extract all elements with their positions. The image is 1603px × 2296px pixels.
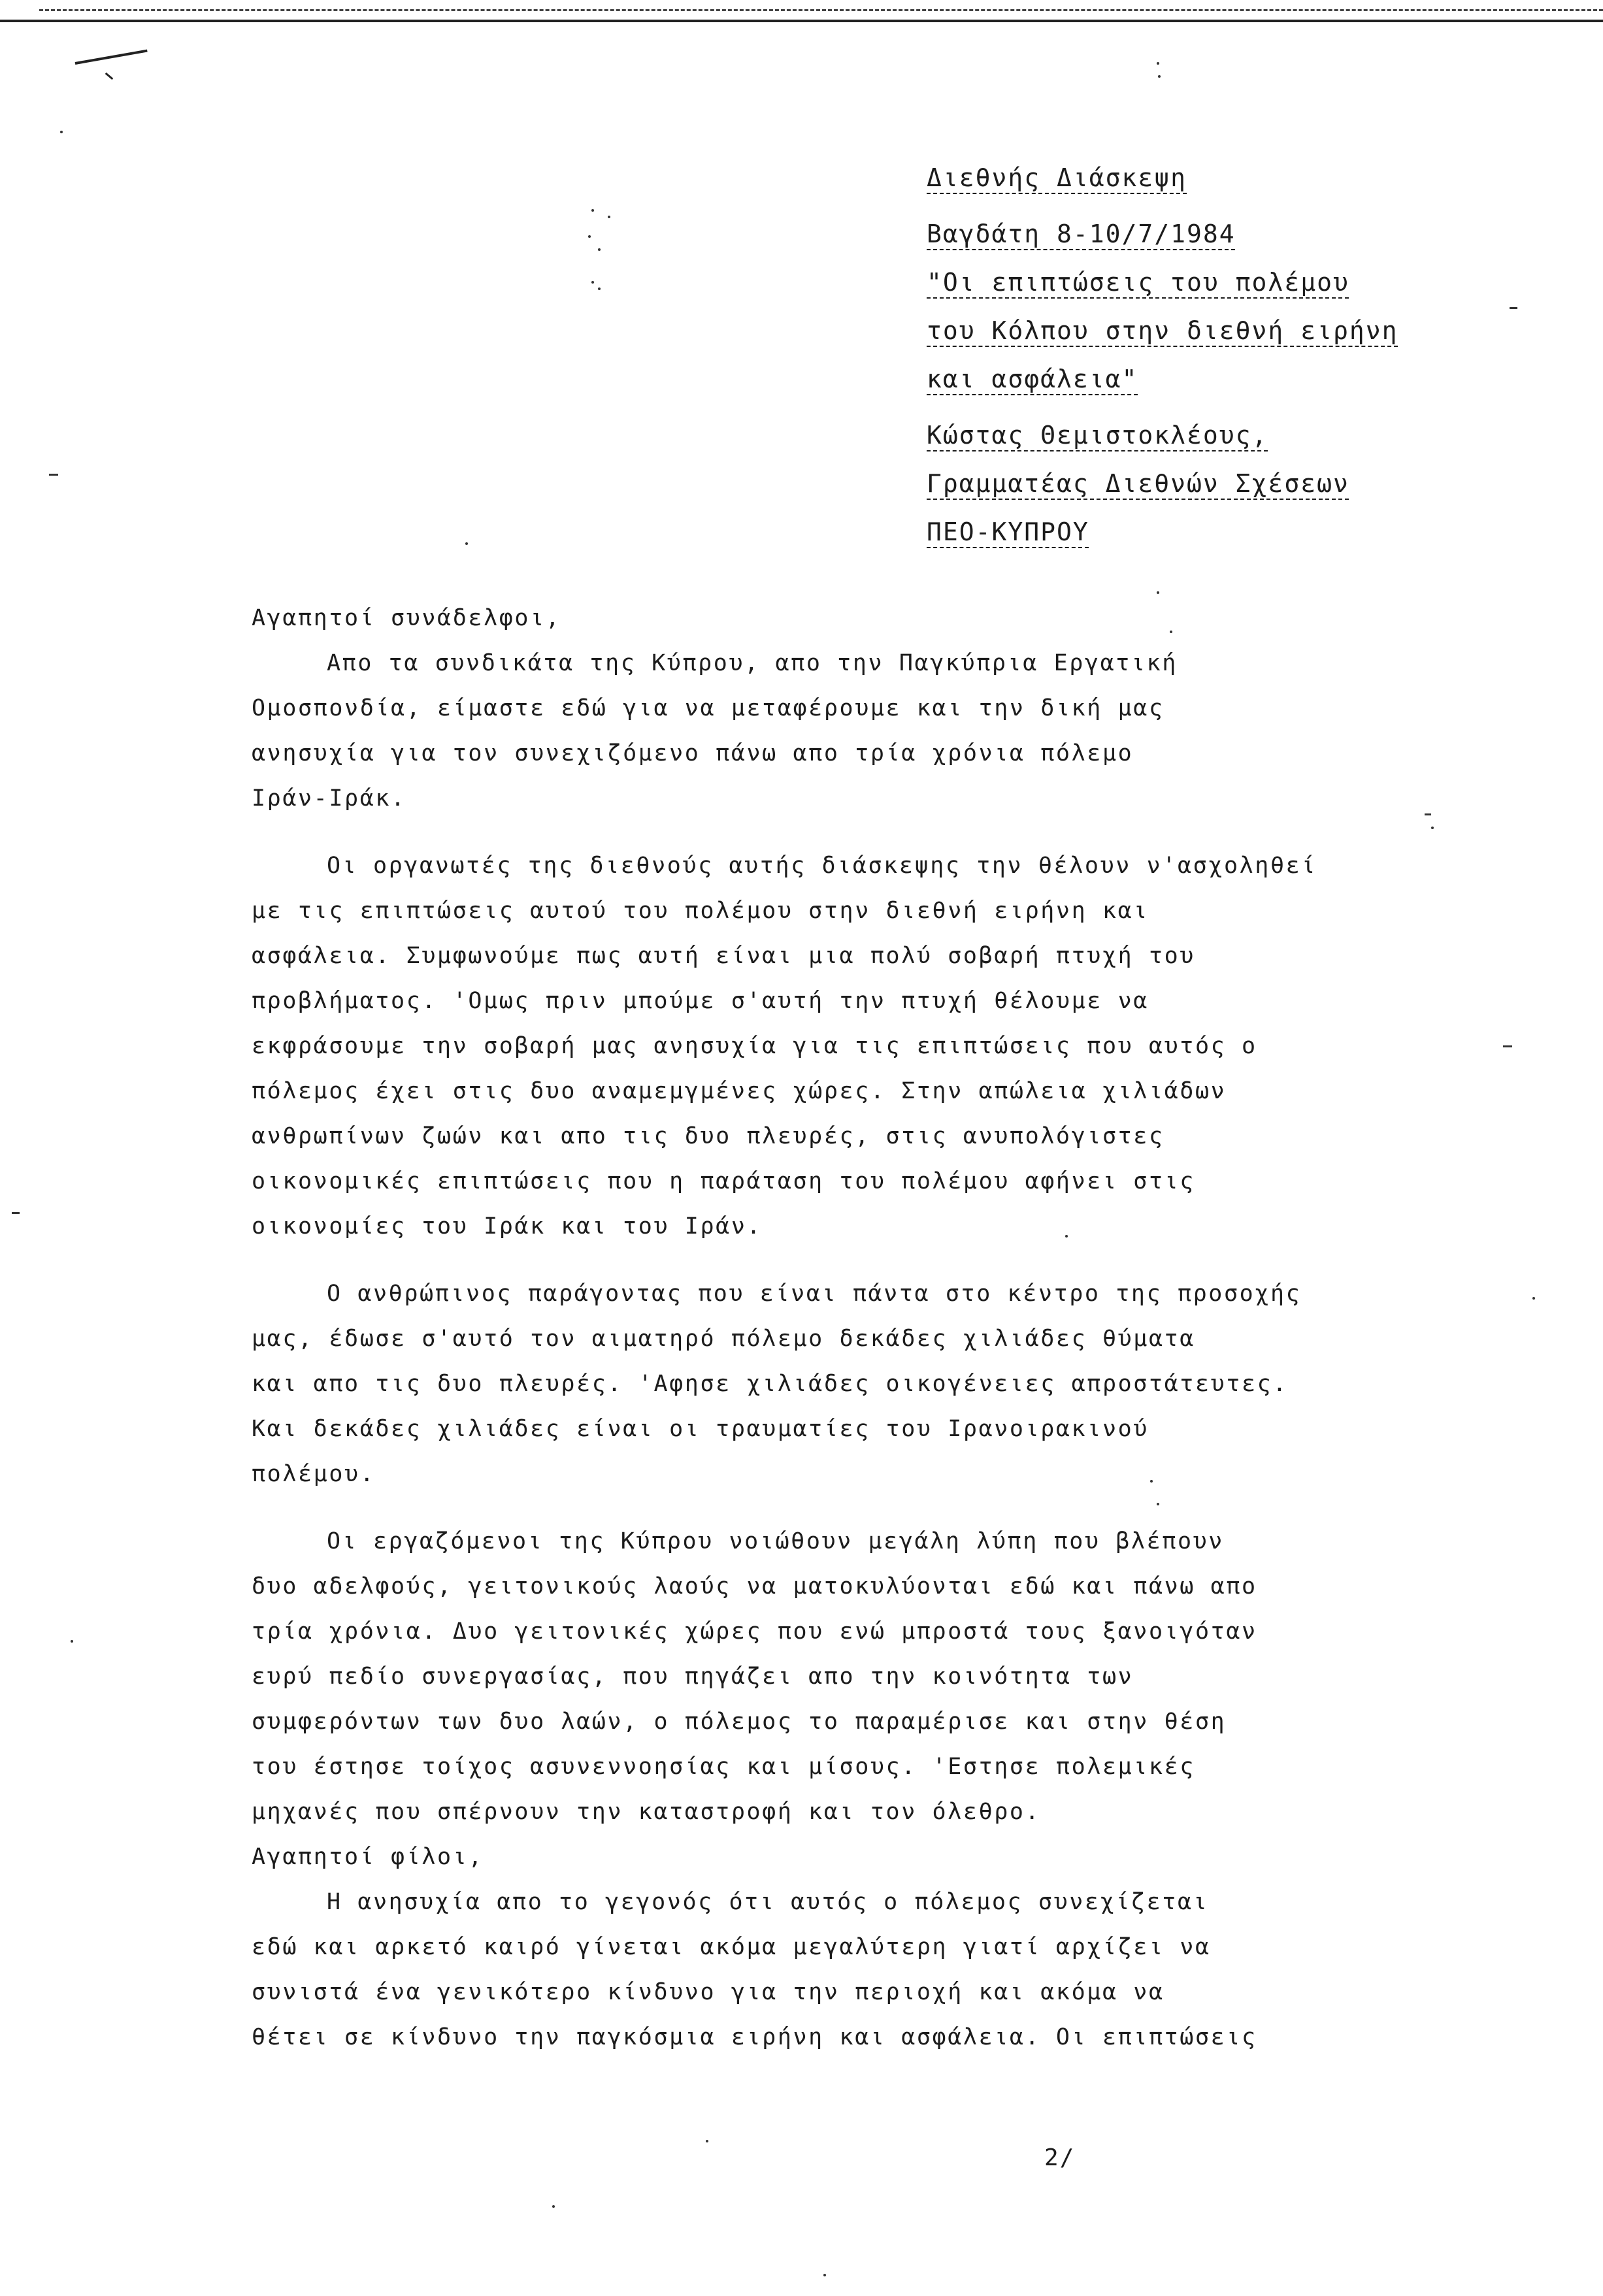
paragraph-line: Η ανησυχία απο το γεγονός ότι αυτός ο πόλεμος συνεχίζεται xyxy=(327,1889,1209,1915)
scan-speck xyxy=(465,542,468,545)
paragraph-line: Και δεκάδες χιλιάδες είναι οι τραυματίες του Ιρανοιρακινού xyxy=(252,1416,1149,1442)
header-author-title: Γραμματέας Διεθνών Σχέσεων xyxy=(927,469,1349,498)
paragraph-line: πόλεμος έχει στις δυο αναμεμγμένες χώρες. Στην απώλεια χιλιάδων xyxy=(252,1078,1227,1104)
paragraph-line: ευρύ πεδίο συνεργασίας, που πηγάζει απο την κοινότητα των xyxy=(252,1664,1134,1690)
salutation-2: Αγαπητοί φίλοι, xyxy=(252,1844,484,1870)
salutation: Αγαπητοί συνάδελφοι, xyxy=(252,605,561,631)
paragraph-line: Ομοσπονδία, είμαστε εδώ για να μεταφέρουμε και την δική μας xyxy=(252,695,1165,721)
scan-top-rule xyxy=(0,20,1603,25)
paragraph-line: με τις επιπτώσεις αυτού του πολέμου στην διεθνή ειρήνη και xyxy=(252,898,1149,924)
paragraph-line: Ο ανθρώπινος παράγοντας που είναι πάντα στο κέντρο της προσοχής xyxy=(327,1281,1302,1307)
paragraph-line: συμφερόντων των δυο λαών, ο πόλεμος το παραμέρισε και στην θέση xyxy=(252,1709,1227,1735)
paragraph-line: τρία χρόνια. Δυο γειτονικές χώρες που ενώ μπροστά τους ξανοιγόταν xyxy=(252,1618,1257,1645)
header-topic-line-2: του Κόλπου στην διεθνή ειρήνη xyxy=(927,316,1398,345)
paragraph-line: μας, έδωσε σ'αυτό τον αιματηρό πόλεμο δεκάδες χιλιάδες θύματα xyxy=(252,1326,1195,1352)
paragraph-1 xyxy=(252,641,1493,821)
scan-speck xyxy=(552,2205,555,2208)
scan-speck xyxy=(1158,75,1161,78)
paragraph-line: πολέμου. xyxy=(252,1461,376,1487)
scan-speck xyxy=(598,248,601,251)
paragraph-line: οικονομικές επιπτώσεις που η παράταση του πολέμου αφήνει στις xyxy=(252,1168,1195,1194)
paragraph-line: συνιστά ένα γενικότερο κίνδυνο για την περιοχή και ακόμα να xyxy=(252,1979,1165,2005)
paragraph-line: εκφράσουμε την σοβαρή μας ανησυχία για τις επιπτώσεις που αυτός ο xyxy=(252,1033,1257,1059)
paragraph-line: και απο τις δυο πλευρές. 'Αφησε χιλιάδες οικογένειες απροστάτευτες. xyxy=(252,1371,1289,1397)
paragraph-line: Οι εργαζόμενοι της Κύπρου νοιώθουν μεγάλη λύπη που βλέπουν xyxy=(327,1528,1224,1554)
paragraph-line: του έστησε τοίχος ασυνεννοησίας και μίσους. 'Εστησε πολεμικές xyxy=(252,1754,1195,1780)
scan-speck xyxy=(706,2140,708,2142)
scan-margin-dash xyxy=(1503,1045,1512,1047)
paragraph-line: ανθρωπίνων ζωών και απο τις δυο πλευρές, στις ανυπολόγιστες xyxy=(252,1123,1165,1149)
header-organization: ΠΕΟ-ΚΥΠΡΟΥ xyxy=(927,517,1089,546)
paragraph-4 xyxy=(252,1519,1493,1835)
scan-speck xyxy=(71,1640,73,1643)
scan-speck xyxy=(591,281,594,284)
scan-speck xyxy=(598,287,601,290)
header-location-date: Βαγδάτη 8-10/7/1984 xyxy=(927,220,1236,248)
paragraph-line: Ιράν-Ιράκ. xyxy=(252,785,406,812)
scan-speck xyxy=(1532,1297,1535,1300)
paragraph-5 xyxy=(252,1880,1493,2060)
document-body xyxy=(252,596,1493,2060)
scan-speck xyxy=(60,131,63,133)
page-number: 2/ xyxy=(1044,2144,1076,2171)
scan-speck xyxy=(1157,62,1159,65)
paragraph-line: θέτει σε κίνδυνο την παγκόσμια ειρήνη και ασφάλεια. Οι επιπτώσεις xyxy=(252,2024,1257,2050)
paragraph-line: δυο αδελφούς, γειτονικούς λαούς να ματοκυλύονται εδώ και πάνω απο xyxy=(252,1573,1257,1599)
pen-tick-mark xyxy=(105,73,114,80)
header-topic-line-1: "Οι επιπτώσεις του πολέμου xyxy=(927,268,1349,297)
header-author-name: Κώστας Θεμιστοκλέους, xyxy=(927,421,1268,450)
paragraph-3 xyxy=(252,1271,1493,1497)
paragraph-line: Οι οργανωτές της διεθνούς αυτής διάσκεψης την θέλουν ν'ασχοληθεί xyxy=(327,853,1317,879)
scan-margin-dash xyxy=(12,1212,20,1214)
scan-speck xyxy=(1157,591,1159,594)
scan-speck xyxy=(608,216,610,218)
paragraph-line: ασφάλεια. Συμφωνούμε πως αυτή είναι μια πολύ σοβαρή πτυχή του xyxy=(252,943,1195,969)
header-conference-title: Διεθνής Διάσκεψη xyxy=(927,163,1187,192)
paragraph-line: εδώ και αρκετό καιρό γίνεται ακόμα μεγαλύτερη γιατί αρχίζει να xyxy=(252,1934,1211,1960)
paragraph-line: μηχανές που σπέρνουν την καταστροφή και τον όλεθρο. xyxy=(252,1799,1041,1825)
scan-speck xyxy=(591,209,594,212)
paragraph-2 xyxy=(252,844,1493,1249)
paragraph-line: ανησυχία για τον συνεχιζόμενο πάνω απο τρία χρόνια πόλεμο xyxy=(252,740,1134,766)
paragraph-line: προβλήματος. 'Ομως πριν μπούμε σ'αυτή την πτυχή θέλουμε να xyxy=(252,988,1149,1014)
pen-stroke-mark xyxy=(75,50,148,65)
paragraph-line: Απο τα συνδικάτα της Κύπρου, απο την Παγκύπρια Εργατική xyxy=(327,650,1178,676)
document-header xyxy=(927,154,1567,556)
scan-margin-dash xyxy=(49,474,58,476)
header-topic-line-3: και ασφάλεια" xyxy=(927,365,1138,393)
scan-speck xyxy=(823,2274,826,2276)
scan-speck xyxy=(588,235,591,238)
scan-top-dashed-rule xyxy=(39,9,1603,13)
paragraph-line: οικονομίες του Ιράκ και του Ιράν. xyxy=(252,1213,763,1239)
